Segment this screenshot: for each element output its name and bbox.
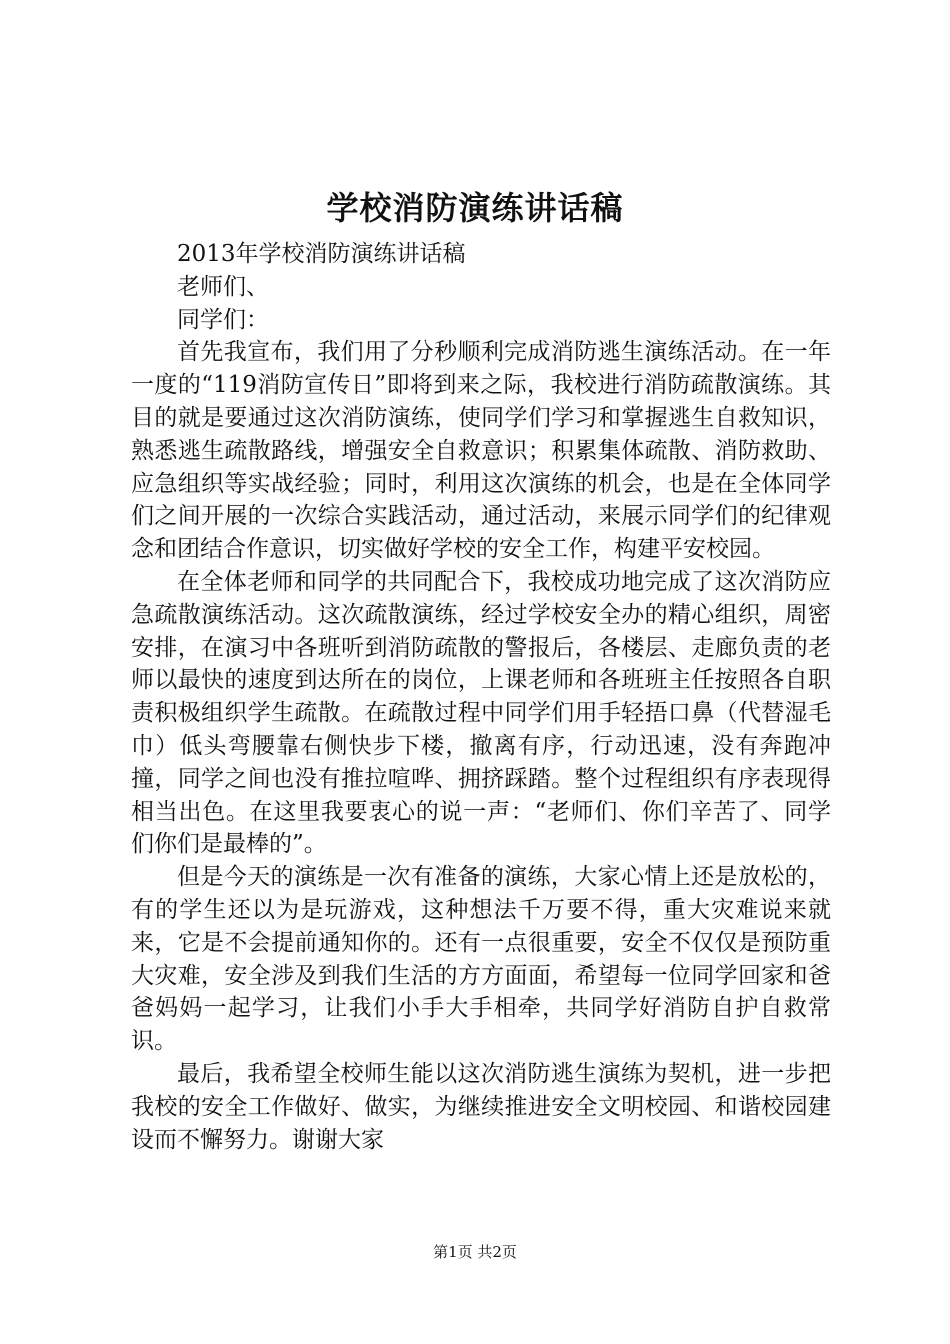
page-number-footer: 第1页 共2页: [433, 1243, 517, 1261]
paragraph-opening: 首先我宣布，我们用了分秒顺利完成消防逃生演练活动。在一年一度的“119消防宣传日”即将到来之际，我校进行消防疏散演练。其目的就是要通过这次消防演练，使同学们学习和掌握逃生自救知识，熟悉逃生疏散路线，增强安全自救意识；积累集体疏散、消防救助、应急组织等实战经验；同时，利用这次演练的机会，也是在全体同学们之间开展的一次综合实践活动，通过活动，来展示同学们的纪律观念和团结合作意识，切实做好学校的安全工作，构建平安校园。: [131, 339, 831, 563]
document-body: [131, 238, 831, 1156]
paragraph-reminder: 但是今天的演练是一次有准备的演练，大家心情上还是放松的，有的学生还以为是玩游戏，这种想法千万要不得，重大灾难说来就来，它是不会提前通知你的。还有一点很重要，安全不仅仅是预防重大灾难，安全涉及到我们生活的方方面面，希望每一位同学回家和爸爸妈妈一起学习，让我们小手大手相牵，共同学好消防自护自救常识。: [131, 864, 831, 1055]
salutation-teachers: 老师们、: [177, 273, 269, 300]
heading-line: 2013年学校消防演练讲话稿: [177, 241, 466, 267]
salutation-students: 同学们：: [177, 306, 269, 333]
document-title: 学校消防演练讲话稿: [326, 189, 624, 227]
paragraph-process: 在全体老师和同学的共同配合下，我校成功地完成了这次消防应急疏散演练活动。这次疏散演练，经过学校安全办的精心组织，周密安排，在演习中各班听到消防疏散的警报后，各楼层、走廊负责的老师以最快的速度到达所在的岗位，上课老师和各班班主任按照各自职责积极组织学生疏散。在疏散过程中同学们用手轻捂口鼻（代替湿毛巾）低头弯腰靠右侧快步下楼，撤离有序，行动迅速，没有奔跑冲撞，同学之间也没有推拉喧哗、拥挤踩踏。整个过程组织有序表现得相当出色。在这里我要衷心的说一声：“老师们、你们辛苦了、同学们你们是最棒的”。: [131, 568, 831, 858]
paragraph-closing: 最后，我希望全校师生能以这次消防逃生演练为契机，进一步把我校的安全工作做好、做实，为继续推进安全文明校园、和谐校园建设而不懈努力。谢谢大家: [131, 1060, 831, 1153]
